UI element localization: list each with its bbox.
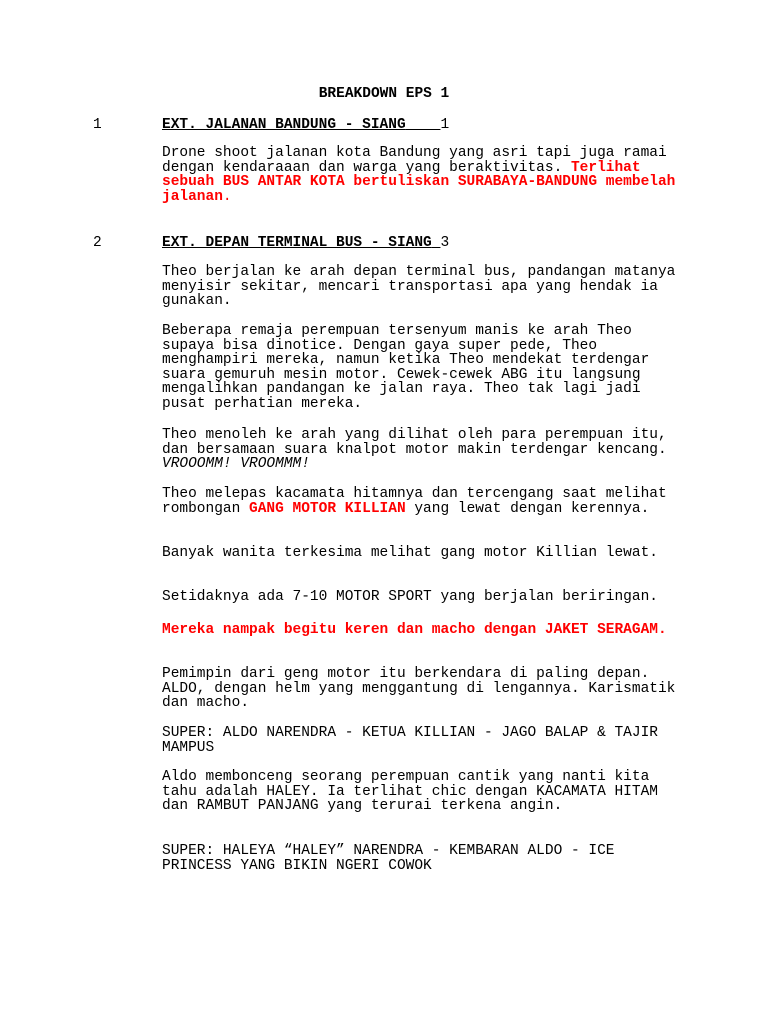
action-paragraph: Theo berjalan ke arah depan terminal bus, pandangan matanya menyisir sekitar, mencari transportasi apa yang hendak ia gunakan. [162,264,676,310]
scene-number: 2 [93,235,102,251]
highlighted-action-text: GANG MOTOR KILLIAN [249,500,406,517]
scene-page-number: 1 [440,117,450,133]
action-paragraph: Aldo membonceng seorang perempuan cantik yang nanti kita tahu adalah HALEY. Ia terlihat chic dengan KACAMATA HITAM dan RAMBUT PANJANG yang terurai terkena angin. [162,769,658,815]
sound-effect-text: VROOOMM! VROOMMM! [162,456,310,473]
action-paragraph: Beberapa remaja perempuan tersenyum manis ke arah Theo supaya bisa dinotice. Dengan gaya super pede, Theo menghampiri mereka, namun ketika Theo mendekat terdengar suara gemuruh mesin motor. Cewek-cewek ABG itu langsung mengalihkan pandangan ke jalan raya. Theo tak lagi jadi pusat perhatian mereka. [162,323,650,412]
highlighted-action-paragraph: Mereka nampak begitu keren dan macho dengan JAKET SERAGAM. [162,622,667,638]
action-text: Theo menoleh ke arah yang dilihat oleh para perempuan itu, dan bersamaan suara knalpot motor makin terdengar kencang. [162,427,667,458]
action-paragraph: Banyak wanita terkesima melihat gang motor Killian lewat. [162,545,658,561]
action-text: yang lewat dengan kerennya. [405,500,650,517]
scene-heading-underline-pad [406,117,441,133]
action-text: Drone shoot jalanan kota Bandung yang asri tapi juga ramai dengan kendaraaan dan warga yang beraktivitas. [162,145,667,176]
scene-heading-text: EXT. DEPAN TERMINAL BUS - SIANG [162,235,432,251]
super-caption: SUPER: ALDO NARENDRA - KETUA KILLIAN - JAGO BALAP & TAJIR MAMPUS [162,725,658,756]
action-paragraph: Setidaknya ada 7-10 MOTOR SPORT yang berjalan beriringan. [162,589,658,605]
action-paragraph [162,428,682,472]
action-paragraph [162,487,682,516]
scene-heading [162,117,449,133]
scene-number: 1 [93,117,102,133]
action-paragraph: Pemimpin dari geng motor itu berkendara di paling depan. ALDO, dengan helm yang menggantung di lengannya. Karismatik dan macho. [162,666,676,712]
action-paragraph [162,146,682,204]
document-title: BREAKDOWN EPS 1 [318,86,450,102]
action-text: Theo melepas kacamata hitamnya dan tercengang saat melihat rombongan [162,486,667,517]
scene-heading-text: EXT. JALANAN BANDUNG - SIANG [162,117,406,133]
super-caption: SUPER: HALEYA “HALEY” NARENDRA - KEMBARAN ALDO - ICE PRINCESS YANG BIKIN NGERI COWOK [162,843,615,874]
scene-page-number: 3 [440,235,450,251]
scene-heading [162,235,449,251]
highlighted-action-text: Terlihat sebuah BUS ANTAR KOTA bertuliskan SURABAYA-BANDUNG membelah jalanan [162,159,676,205]
action-text-end: . [222,188,232,205]
